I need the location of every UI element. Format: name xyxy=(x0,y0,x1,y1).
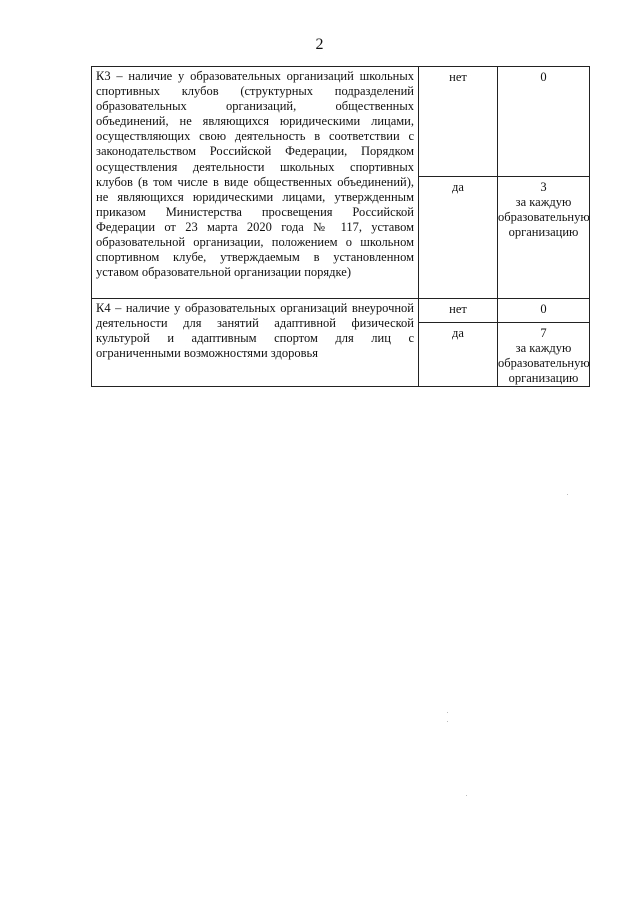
scan-speck xyxy=(447,721,448,722)
criterion-k3-description: К3 – наличие у образовательных организаций школьных спортивных клубов (структурных подразделений образовательных организаций, общественных объединений, не являющихся юридическими лицами, осуществляющих свою деятельность в соответствии с законодательством Российской Федерации, Порядком осуществления деятельности школьных спортивных клубов (в том числе в виде общественных объединений), не являющихся юридическими лицами, утвержденным приказом Министерства просвещения Российской Федерации от 23 марта 2020 года № 117, уставом образовательной организации, положением о школьном спортивном клубе, утверждаемым в установленном уставом образовательной организации порядке) xyxy=(92,67,419,299)
criteria-table xyxy=(91,66,590,387)
answer-k4-no: нет xyxy=(419,299,498,323)
score-k3-no xyxy=(498,67,590,177)
score-note: за каждую образовательную организацию xyxy=(498,195,590,239)
score-k3-yes xyxy=(498,177,590,299)
answer-k3-no: нет xyxy=(419,67,498,177)
page-number: 2 xyxy=(315,36,324,53)
criterion-k4-description: К4 – наличие у образовательных организаций внеурочной деятельности для занятий адаптивной физической культурой и адаптивным спортом для лиц с ограниченными возможностями здоровья xyxy=(92,299,419,387)
score-value: 7 xyxy=(540,326,547,340)
score-value: 0 xyxy=(540,70,547,84)
score-k4-no xyxy=(498,299,590,323)
scan-speck xyxy=(447,712,448,713)
score-value: 0 xyxy=(540,302,547,316)
scan-speck xyxy=(466,795,467,796)
answer-k3-yes: да xyxy=(419,177,498,299)
score-k4-yes xyxy=(498,323,590,387)
table-row-k3-no xyxy=(92,67,590,177)
table-row-k4-no xyxy=(92,299,590,323)
answer-k4-yes: да xyxy=(419,323,498,387)
scan-speck xyxy=(567,494,568,495)
score-note: за каждую образовательную организацию xyxy=(498,341,590,385)
score-value: 3 xyxy=(540,180,547,194)
